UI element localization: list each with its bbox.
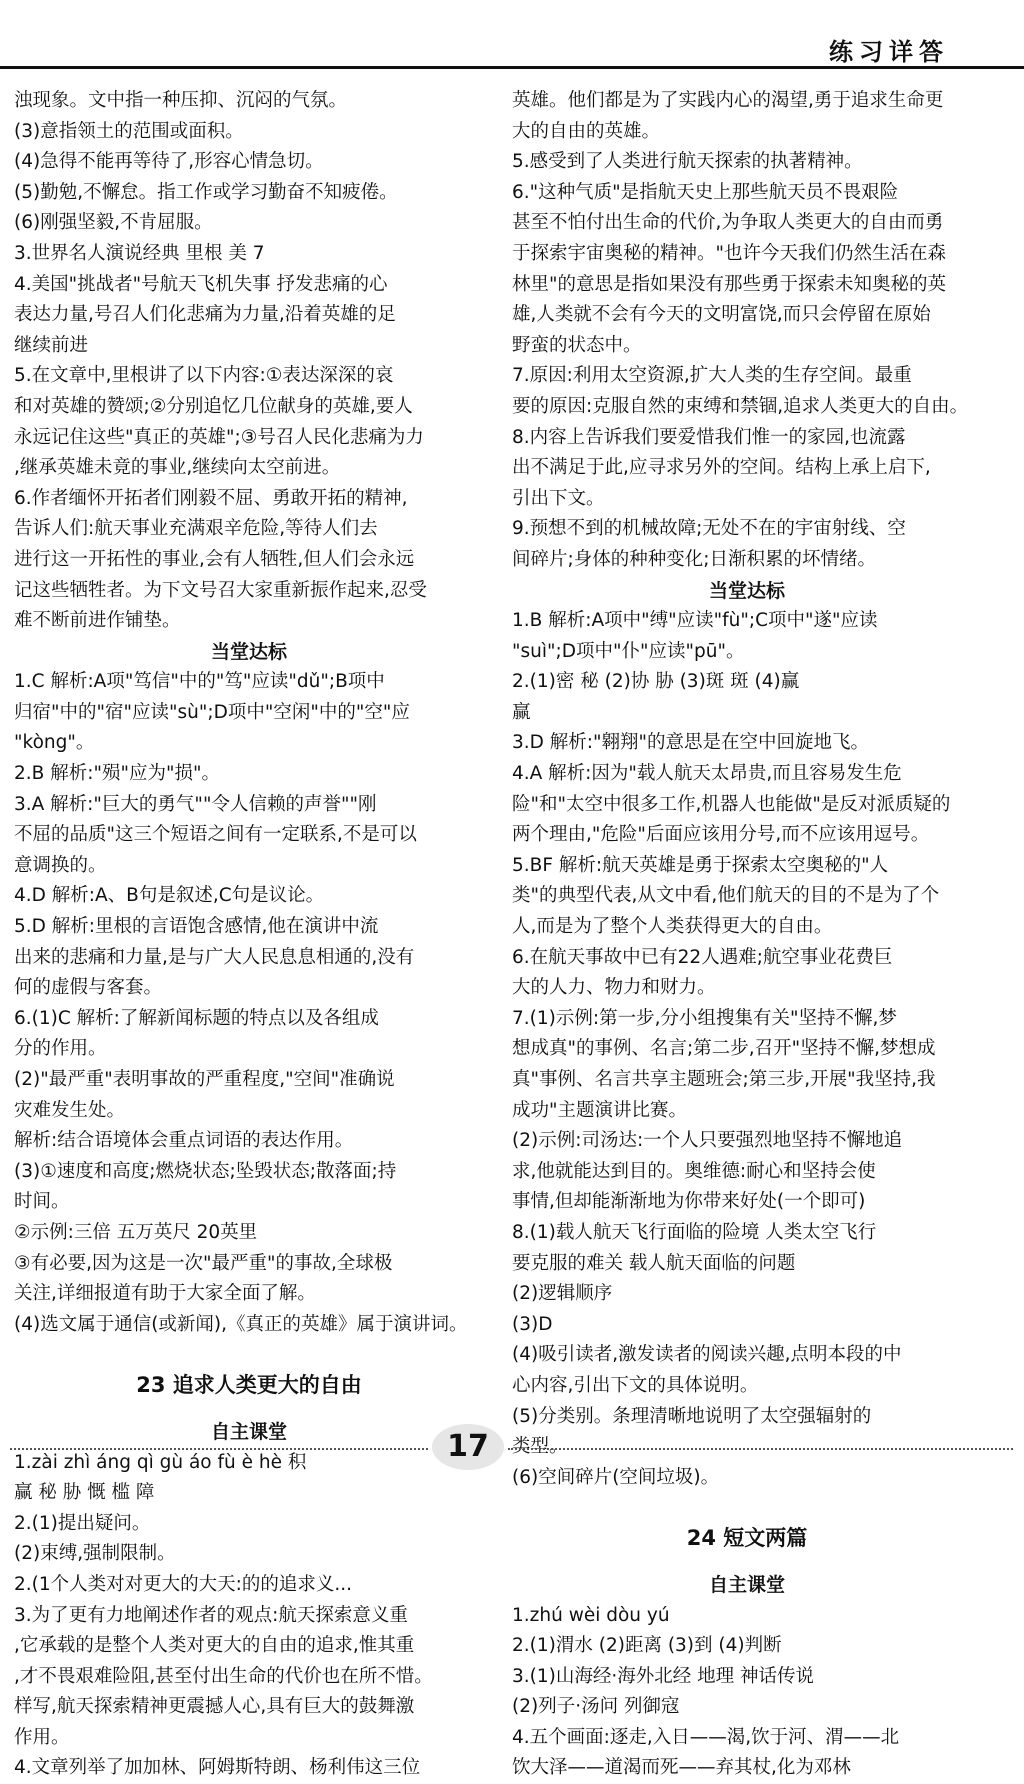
text-line: 5.感受到了人类进行航天探索的执著精神。 bbox=[512, 151, 863, 173]
text-line: 2.(1)渭水 (2)距离 (3)到 (4)判断 bbox=[512, 1635, 782, 1657]
text-line: "suì";D项中"仆"应读"pū"。 bbox=[512, 640, 745, 662]
text-line: 6."这种气质"是指航天史上那些航天员不畏艰险 bbox=[512, 181, 899, 203]
text-line: (4)急得不能再等待了,形容心情急切。 bbox=[14, 151, 324, 173]
text-line: ,才不畏艰难险阻,甚至付出生命的代价也在所不惜。 bbox=[14, 1665, 433, 1687]
spacer bbox=[14, 1401, 484, 1417]
text-line: 3.世界名人演说经典 里根 美 7 bbox=[14, 242, 265, 264]
text-line: 继续前进 bbox=[14, 334, 89, 356]
section-heading: 自主课堂 bbox=[210, 1420, 287, 1443]
text-line: 何的虚假与客套。 bbox=[14, 977, 163, 999]
text-line: 1.zài zhì áng qì gù áo fù è hè 积 bbox=[14, 1451, 307, 1473]
text-line: 7.(1)示例:第一步,分小组搜集有关"坚持不懈,梦 bbox=[512, 1007, 897, 1029]
text-line: 6.(1)C 解析:了解新闻标题的特点以及各组成 bbox=[14, 1007, 379, 1029]
text-line: 4.文章列举了加加林、阿姆斯特朗、杨利伟这三位 bbox=[14, 1757, 421, 1779]
text-line: 雄,人类就不会有今天的文明富饶,而只会停留在原始 bbox=[512, 304, 931, 326]
text-line: 野蛮的状态中。 bbox=[512, 334, 642, 356]
text-line: 2.(1个人类对对更大的大天:的的追求义... bbox=[14, 1573, 353, 1595]
text-line: (4)吸引读者,激发读者的阅读兴趣,点明本段的中 bbox=[512, 1344, 902, 1366]
text-line: 要的原因:克服自然的束缚和禁锢,追求人类更大的自由。 bbox=[512, 395, 969, 417]
text-line: 表达力量,号召人们化悲痛为力量,沿着英雄的足 bbox=[14, 304, 396, 326]
section-heading: 自主课堂 bbox=[708, 1573, 785, 1596]
text-line: 人,而是为了整个人类获得更大的自由。 bbox=[512, 916, 833, 938]
spacer bbox=[512, 1493, 982, 1523]
text-line: 4.五个画面:逐走,入日——渴,饮于河、渭——北 bbox=[512, 1726, 900, 1748]
text-line: 记这些牺牲者。为下文号召大家重新振作起来,忍受 bbox=[14, 579, 427, 601]
text-line: 要克服的难关 载人航天面临的问题 bbox=[512, 1252, 796, 1274]
page-number: 17 bbox=[432, 1424, 504, 1470]
spacer bbox=[512, 1554, 982, 1570]
text-line: 分的作用。 bbox=[14, 1038, 107, 1060]
text-line: 8.内容上告诉我们要爱惜我们惟一的家园,也流露 bbox=[512, 426, 906, 448]
text-line: 类"的典型代表,从文中看,他们航天的目的不是为了个 bbox=[512, 885, 940, 907]
text-line: 8.(1)载人航天飞行面临的险境 人类太空飞行 bbox=[512, 1221, 877, 1243]
text-line: 险"和"太空中很多工作,机器人也能做"是反对派质疑的 bbox=[512, 793, 951, 815]
text-line: 大的自由的英雄。 bbox=[512, 120, 661, 142]
text-line: 心内容,引出下文的具体说明。 bbox=[512, 1374, 759, 1396]
text-line: 2.(1)密 秘 (2)协 胁 (3)斑 斑 (4)赢 bbox=[512, 671, 800, 693]
text-line: 1.B 解析:A项中"缚"应读"fù";C项中"遂"应读 bbox=[512, 610, 878, 632]
text-line: 进行这一开拓性的事业,会有人牺牲,但人们会永远 bbox=[14, 548, 415, 570]
text-line: 难不断前进作铺垫。 bbox=[14, 610, 181, 632]
text-line: 大的人力、物力和财力。 bbox=[512, 977, 716, 999]
text-line: 甚至不怕付出生命的代价,为争取人类更大的自由而勇 bbox=[512, 212, 944, 234]
text-line: 类型。 bbox=[512, 1436, 568, 1458]
text-line: 英雄。他们都是为了实践内心的渴望,勇于追求生命更 bbox=[512, 90, 944, 111]
section-heading: 当堂达标 bbox=[708, 579, 785, 602]
text-line: 解析:结合语境体会重点词语的表达作用。 bbox=[14, 1130, 354, 1152]
text-line: (2)逻辑顺序 bbox=[512, 1283, 613, 1305]
text-line: 9.预想不到的机械故障;无处不在的宇宙射线、空 bbox=[512, 518, 906, 540]
text-line: 1.zhú wèi dòu yú bbox=[512, 1604, 670, 1626]
header-rule bbox=[0, 66, 1024, 69]
text-line: 2.(1)提出疑问。 bbox=[14, 1512, 151, 1534]
text-line: (5)分类别。条理清晰地说明了太空强辐射的 bbox=[512, 1405, 872, 1427]
text-line: (2)列子·汤问 列御寇 bbox=[512, 1696, 680, 1718]
text-line: (2)束缚,强制限制。 bbox=[14, 1543, 176, 1565]
text-line: 间碎片;身体的种种变化;日渐积累的坏情绪。 bbox=[512, 548, 876, 570]
text-line: 1.C 解析:A项"笃信"中的"笃"应读"dǔ";B项中 bbox=[14, 671, 385, 693]
text-line: 灾难发生处。 bbox=[14, 1099, 126, 1121]
text-line: 时间。 bbox=[14, 1191, 70, 1213]
text-line: 7.原因:利用太空资源,扩大人类的生存空间。最重 bbox=[512, 365, 912, 387]
chapter-heading: 24 短文两篇 bbox=[686, 1526, 808, 1551]
text-line: 关注,详细报道有助于大家全面了解。 bbox=[14, 1283, 316, 1305]
text-line: 4.D 解析:A、B句是叙述,C句是议论。 bbox=[14, 885, 325, 907]
text-line: 样写,航天探索精神更震撼人心,具有巨大的鼓舞激 bbox=[14, 1696, 415, 1718]
text-line: (5)勤勉,不懈怠。指工作或学习勤奋不知疲倦。 bbox=[14, 181, 398, 203]
text-line: 赢 bbox=[512, 701, 531, 723]
text-line: 4.美国"挑战者"号航天飞机失事 抒发悲痛的心 bbox=[14, 273, 388, 295]
text-line: 5.在文章中,里根讲了以下内容:①表达深深的哀 bbox=[14, 365, 394, 387]
text-line: 3.D 解析:"翱翔"的意思是在空中回旋地飞。 bbox=[512, 732, 870, 754]
text-line: 出不满足于此,应寻求另外的空间。结构上承上启下, bbox=[512, 457, 931, 479]
text-line: 事情,但却能渐渐地为你带来好处(一个即可) bbox=[512, 1191, 866, 1213]
header-title: 练习详答 bbox=[829, 38, 949, 66]
text-line: 真"事例、名言共享主题班会;第三步,开展"我坚持,我 bbox=[512, 1069, 936, 1090]
text-line: 作用。 bbox=[14, 1726, 70, 1748]
text-line: ,继承英雄未竟的事业,继续向太空前进。 bbox=[14, 457, 341, 479]
text-line: 2.B 解析:"殒"应为"损"。 bbox=[14, 763, 220, 785]
footer-rule-left bbox=[10, 1448, 428, 1450]
text-line: ,它承载的是整个人类对更大的自由的追求,惟其重 bbox=[14, 1635, 415, 1657]
spacer bbox=[14, 1340, 484, 1370]
text-line: (3)①速度和高度;燃烧状态;坠毁状态;散落面;持 bbox=[14, 1160, 397, 1182]
text-line: 3.为了更有力地阐述作者的观点:航天探索意义重 bbox=[14, 1604, 408, 1626]
text-line: (6)刚强坚毅,不肯屈服。 bbox=[14, 212, 213, 234]
text-line: 归宿"中的"宿"应读"sù";D项中"空闲"中的"空"应 bbox=[14, 701, 410, 723]
text-line: 出来的悲痛和力量,是与广大人民息息相通的,没有 bbox=[14, 946, 415, 968]
text-line: (3)意指领土的范围或面积。 bbox=[14, 120, 244, 142]
text-line: 于探索宇宙奥秘的精神。"也许今天我们仍然生活在森 bbox=[512, 242, 947, 264]
text-line: 赢 秘 胁 慨 槛 障 bbox=[14, 1482, 155, 1504]
text-line: "kòng"。 bbox=[14, 732, 95, 754]
text-line: (2)"最严重"表明事故的严重程度,"空间"准确说 bbox=[14, 1069, 395, 1090]
text-line: 饮大泽——道渴而死——弃其杖,化为邓林 bbox=[512, 1757, 851, 1779]
text-line: 5.BF 解析:航天英雄是勇于探索太空奥秘的"人 bbox=[512, 854, 889, 876]
text-line: 林里"的意思是指如果没有那些勇于探索未知奥秘的英 bbox=[512, 273, 947, 295]
footer-rule-right bbox=[508, 1448, 1013, 1450]
text-line: 和对英雄的赞颂;②分别追忆几位献身的英雄,要人 bbox=[14, 395, 413, 417]
text-line: 浊现象。文中指一种压抑、沉闷的气氛。 bbox=[14, 90, 348, 111]
text-line: 6.作者缅怀开拓者们刚毅不屈、勇敢开拓的精神, bbox=[14, 487, 408, 509]
text-line: (6)空间碎片(空间垃圾)。 bbox=[512, 1466, 720, 1488]
text-line: 3.A 解析:"巨大的勇气""令人信赖的声誉""刚 bbox=[14, 793, 377, 815]
text-line: 意调换的。 bbox=[14, 854, 107, 876]
text-line: ②示例:三倍 五万英尺 20英里 bbox=[14, 1221, 258, 1243]
text-line: 成功"主题演讲比赛。 bbox=[512, 1099, 688, 1121]
text-line: (2)示例:司汤达:一个人只要强烈地坚持不懈地追 bbox=[512, 1130, 903, 1152]
text-line: (4)选文属于通信(或新闻),《真正的英雄》属于演讲词。 bbox=[14, 1313, 468, 1335]
left-column bbox=[14, 86, 484, 1784]
text-line: 永远记住这些"真正的英雄";③号召人民化悲痛为力 bbox=[14, 426, 424, 448]
section-heading: 当堂达标 bbox=[210, 640, 287, 663]
text-line: 3.(1)山海经·海外北经 地理 神话传说 bbox=[512, 1665, 814, 1687]
text-line: 求,他就能达到目的。奥维德:耐心和坚持会使 bbox=[512, 1160, 876, 1182]
text-line: 4.A 解析:因为"载人航天太昂贵,而且容易发生危 bbox=[512, 763, 902, 785]
text-line: 想成真"的事例、名言;第二步,召开"坚持不懈,梦想成 bbox=[512, 1038, 936, 1060]
chapter-heading: 23 追求人类更大的自由 bbox=[136, 1373, 362, 1398]
text-line: 两个理由,"危险"后面应该用分号,而不应该用逗号。 bbox=[512, 824, 930, 846]
text-line: 5.D 解析:里根的言语饱含感情,他在演讲中流 bbox=[14, 916, 379, 938]
right-column bbox=[512, 86, 982, 1784]
text-line: 不屈的品质"这三个短语之间有一定联系,不是可以 bbox=[14, 824, 417, 846]
text-line: 告诉人们:航天事业充满艰辛危险,等待人们去 bbox=[14, 518, 378, 540]
text-line: 引出下文。 bbox=[512, 487, 605, 509]
text-line: (3)D bbox=[512, 1313, 553, 1335]
text-line: 6.在航天事故中已有22人遇难;航空事业花费巨 bbox=[512, 946, 893, 968]
text-line: ③有必要,因为这是一次"最严重"的事故,全球极 bbox=[14, 1252, 393, 1274]
